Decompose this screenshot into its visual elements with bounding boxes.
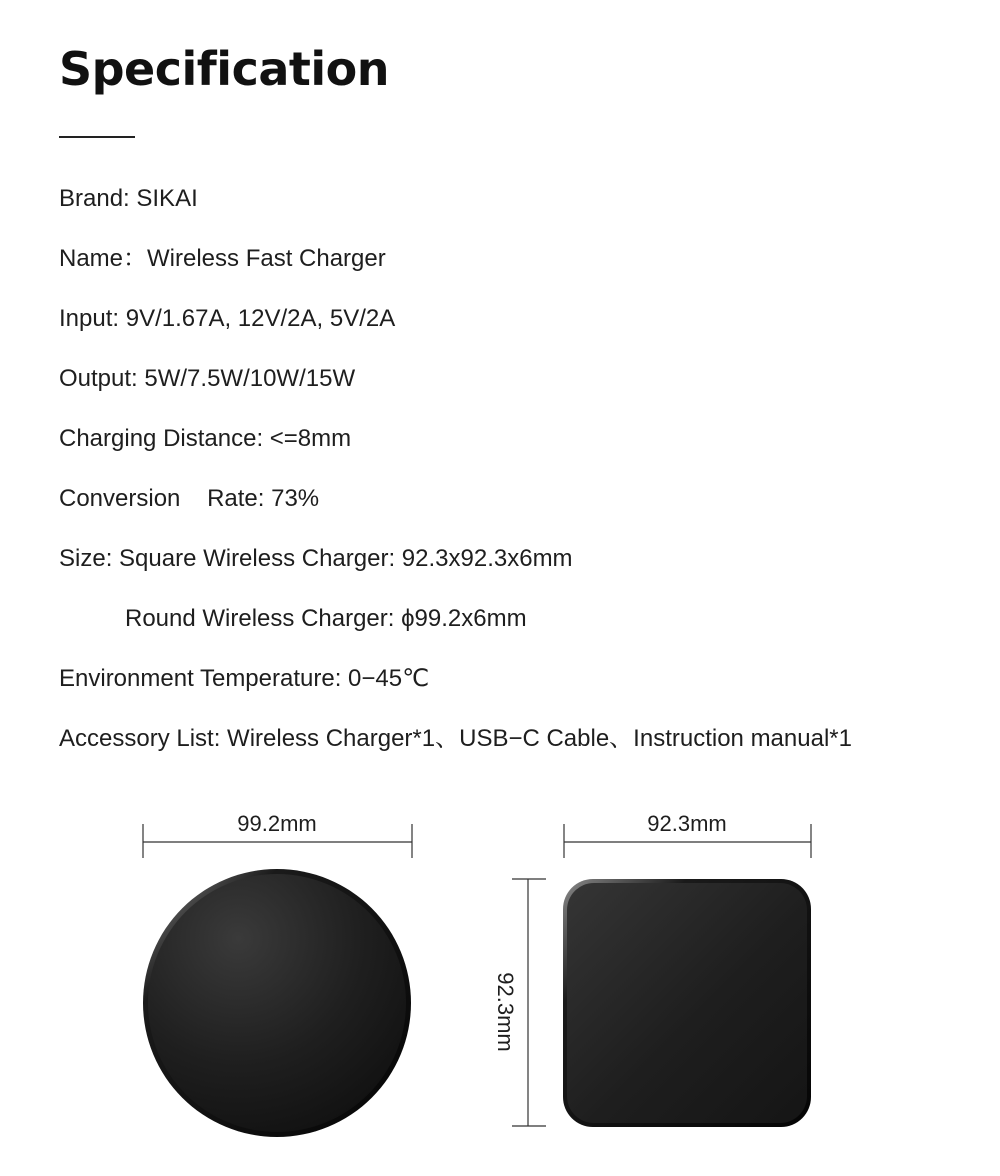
- spec-name: Name：Wireless Fast Charger: [59, 245, 386, 272]
- spec-output: Output: 5W/7.5W/10W/15W: [59, 365, 356, 392]
- spec-size-round: Round Wireless Charger: ϕ99.2x6mm: [125, 605, 527, 632]
- square-width-label: 92.3mm: [647, 811, 727, 836]
- page-title: Specification: [59, 42, 389, 96]
- spec-size-square: Size: Square Wireless Charger: 92.3x92.3x6mm: [59, 545, 573, 572]
- spec-brand: Brand: SIKAI: [59, 185, 198, 212]
- spec-charging-distance: Charging Distance: <=8mm: [59, 425, 352, 452]
- spec-list: [59, 180, 852, 780]
- square-height-label: 92.3mm: [493, 972, 518, 1052]
- spec-input: Input: 9V/1.67A, 12V/2A, 5V/2A: [59, 305, 396, 332]
- spec-conversion-rate: Conversion Rate: 73%: [59, 485, 320, 512]
- dimension-diagram: [0, 800, 1000, 1176]
- spec-temperature: Environment Temperature: 0−45℃: [59, 665, 430, 692]
- round-width-label: 99.2mm: [237, 811, 317, 836]
- spec-accessories: Accessory List: Wireless Charger*1、USB−C Cable、Instruction manual*1: [59, 725, 852, 752]
- round-charger-image: [143, 869, 411, 1137]
- square-charger-image: [563, 879, 811, 1127]
- title-underline: [59, 136, 135, 138]
